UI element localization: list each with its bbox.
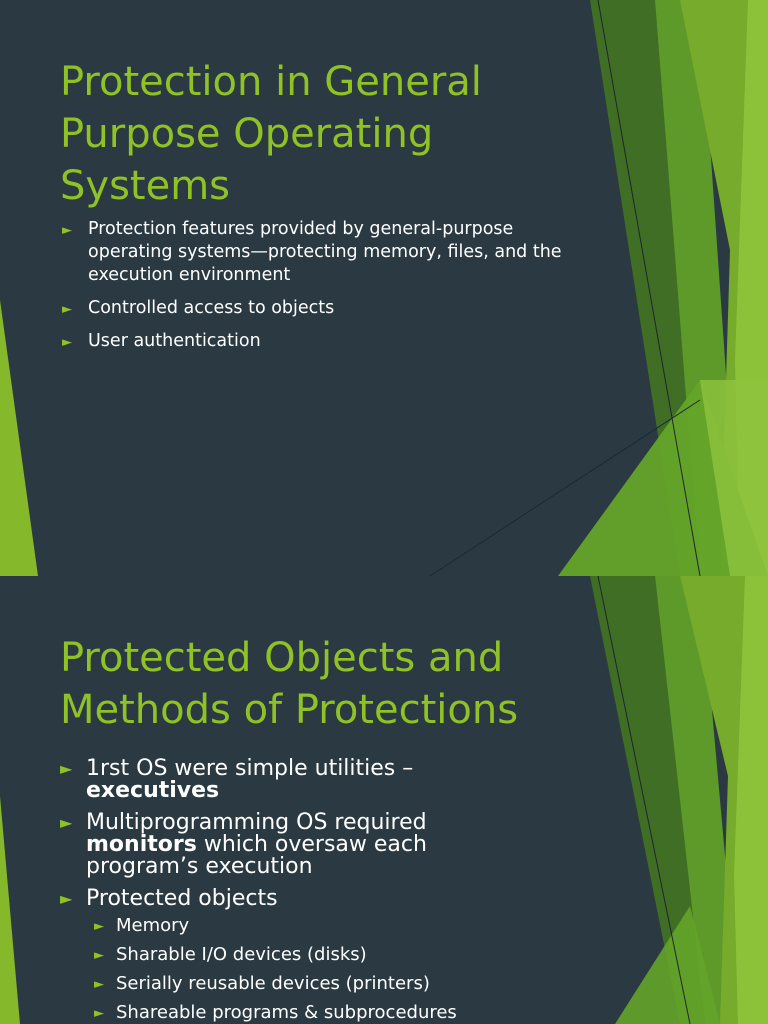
sub-bullet-text: Serially reusable devices (printers) [116, 973, 430, 994]
left-accent-shape [0, 300, 38, 576]
slide-2 [0, 576, 768, 1024]
bullet-text: 1rst OS were simple utilities – [86, 756, 414, 781]
sub-list-item [86, 974, 506, 994]
sub-bullet-arrow-icon: ► [94, 1006, 104, 1021]
sub-list-item [86, 945, 506, 965]
bullet-text: User authentication [88, 331, 261, 351]
list-item [60, 810, 506, 879]
sub-bullet-text: Shareable programs & subprocedures [116, 1002, 457, 1023]
bullet-text: Controlled access to objects [88, 298, 335, 318]
bullet-arrow-icon: ► [60, 759, 73, 778]
sub-bullet-text: Sharable I/O devices (disks) [116, 944, 367, 965]
sub-bullet-arrow-icon: ► [94, 948, 104, 963]
bullet-text: Protected objects [86, 886, 278, 911]
left-accent-shape [0, 796, 20, 1024]
sub-bullet-list [86, 916, 506, 1023]
bullet-bold-term: executives [86, 778, 220, 803]
bullet-text-tail: which oversaw each program’s execution [86, 832, 427, 879]
slide-2-bullet-list [60, 756, 506, 1024]
bullet-text: Multiprogramming OS required [86, 810, 427, 835]
sub-bullet-arrow-icon: ► [94, 977, 104, 992]
bullet-text: Protection features provided by general-purpose operating systems—protecting memory, files, and the execution environment [88, 219, 562, 285]
bullet-bold-term: monitors [86, 832, 197, 857]
bullet-arrow-icon: ► [62, 302, 72, 317]
slide-1-title: Protection in General Purpose Operating Systems [60, 59, 482, 209]
slide-2-title: Protected Objects and Methods of Protections [60, 635, 519, 733]
bullet-arrow-icon: ► [60, 889, 73, 908]
sub-list-item [86, 1003, 506, 1023]
sub-bullet-text: Memory [116, 915, 190, 936]
list-item [62, 330, 598, 353]
bullet-arrow-icon: ► [62, 335, 72, 350]
bullet-arrow-icon: ► [60, 813, 73, 832]
list-item [62, 297, 598, 320]
list-item [60, 756, 506, 803]
sub-bullet-arrow-icon: ► [94, 919, 104, 934]
bullet-arrow-icon: ► [62, 223, 72, 238]
slide-1-bullet-list [62, 218, 598, 363]
list-item [60, 886, 506, 1023]
sub-list-item [86, 916, 506, 936]
list-item [62, 218, 598, 287]
